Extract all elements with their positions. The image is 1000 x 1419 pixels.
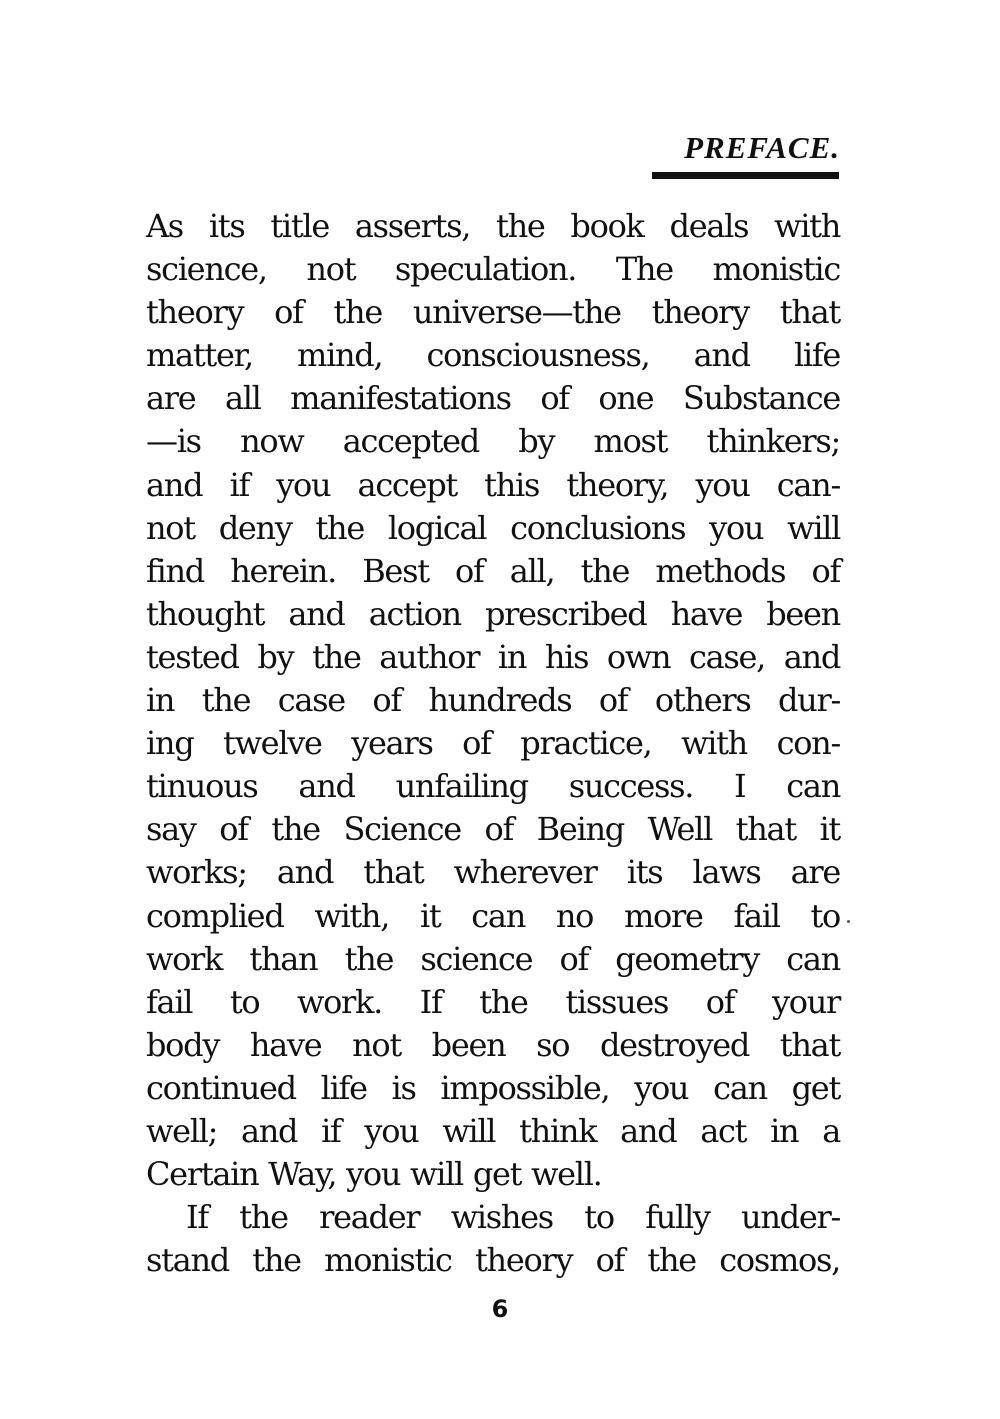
page-number: 6	[491, 1295, 509, 1323]
text-line: body have not been so destroyed that	[146, 1025, 840, 1064]
text-line: fail to work. If the tissues of your	[146, 982, 840, 1021]
text-line: well; and if you will think and act in a	[146, 1111, 840, 1150]
text-line: Certain Way, you will get well.	[146, 1155, 602, 1194]
text-line: ing twelve years of practice, with con-	[146, 724, 840, 763]
text-line: say of the Science of Being Well that it	[146, 810, 840, 849]
body-text	[146, 205, 840, 1282]
text-line: are all manifestations of one Substance	[146, 379, 840, 418]
text-line: If the reader wishes to fully under-	[186, 1198, 840, 1237]
text-line: stand the monistic theory of the cosmos,	[146, 1241, 840, 1280]
text-line: theory of the universe—the theory that	[146, 293, 840, 332]
text-line: thought and action prescribed have been	[146, 594, 840, 633]
text-line: science, not speculation. The monistic	[146, 250, 840, 289]
text-line: work than the science of geometry can	[146, 939, 840, 978]
text-line: find herein. Best of all, the methods of	[146, 551, 840, 590]
text-line: complied with, it can no more fail to	[146, 896, 840, 935]
print-speck	[847, 920, 850, 923]
text-line: in the case of hundreds of others dur-	[146, 681, 840, 720]
text-line: not deny the logical conclusions you will	[146, 508, 840, 547]
head-rule	[652, 172, 839, 179]
text-line: As its title asserts, the book deals with	[146, 207, 840, 245]
text-line: continued life is impossible, you can get	[146, 1068, 840, 1107]
text-line: tested by the author in his own case, and	[146, 637, 840, 676]
text-line: works; and that wherever its laws are	[146, 853, 840, 892]
running-head: PREFACE.	[684, 130, 840, 165]
text-line: and if you accept this theory, you can-	[146, 465, 840, 504]
text-line: tinuous and unfailing success. I can	[146, 767, 840, 806]
text-line: matter, mind, consciousness, and life	[146, 336, 840, 375]
text-line: —is now accepted by most thinkers;	[146, 422, 840, 461]
